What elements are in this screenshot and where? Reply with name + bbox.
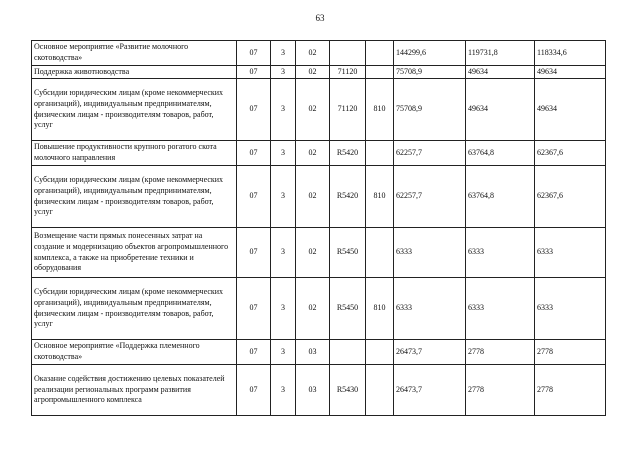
target-code xyxy=(330,340,366,365)
expense-type-code xyxy=(366,340,394,365)
amount-year-2: 2778 xyxy=(466,340,535,365)
amount-year-1: 6333 xyxy=(394,278,466,340)
section-code: 07 xyxy=(237,228,271,278)
amount-year-2: 49634 xyxy=(466,66,535,79)
amount-year-2: 2778 xyxy=(466,365,535,416)
section-code: 07 xyxy=(237,141,271,166)
section-code: 07 xyxy=(237,166,271,228)
amount-year-1: 6333 xyxy=(394,228,466,278)
program-code: 02 xyxy=(296,166,330,228)
expense-type-code xyxy=(366,141,394,166)
table-row xyxy=(32,141,606,166)
section-code: 07 xyxy=(237,278,271,340)
target-code: R5450 xyxy=(330,228,366,278)
amount-year-1: 144299,6 xyxy=(394,41,466,66)
row-name: Возмещение части прямых понесенных затрат на создание и модернизацию объектов агропромышленного комплекса, а также на приобретение техники и оборудования xyxy=(32,228,237,278)
amount-year-3: 49634 xyxy=(535,79,606,141)
target-code: R5420 xyxy=(330,166,366,228)
row-name: Основное мероприятие «Поддержка племенного скотоводства» xyxy=(32,340,237,365)
amount-year-1: 26473,7 xyxy=(394,365,466,416)
amount-year-2: 49634 xyxy=(466,79,535,141)
target-code: 71120 xyxy=(330,66,366,79)
table-row xyxy=(32,41,606,66)
program-code: 02 xyxy=(296,141,330,166)
section-code: 07 xyxy=(237,41,271,66)
program-code: 02 xyxy=(296,66,330,79)
amount-year-3: 6333 xyxy=(535,228,606,278)
amount-year-3: 2778 xyxy=(535,365,606,416)
amount-year-2: 119731,8 xyxy=(466,41,535,66)
row-name: Поддержка животноводства xyxy=(32,66,237,79)
target-code: R5430 xyxy=(330,365,366,416)
target-code: R5450 xyxy=(330,278,366,340)
amount-year-1: 75708,9 xyxy=(394,79,466,141)
subsection-code: 3 xyxy=(271,365,296,416)
amount-year-1: 62257,7 xyxy=(394,166,466,228)
table-row xyxy=(32,278,606,340)
amount-year-2: 63764,8 xyxy=(466,141,535,166)
amount-year-3: 2778 xyxy=(535,340,606,365)
target-code: 71120 xyxy=(330,79,366,141)
program-code: 02 xyxy=(296,228,330,278)
subsection-code: 3 xyxy=(271,79,296,141)
amount-year-1: 62257,7 xyxy=(394,141,466,166)
target-code: R5420 xyxy=(330,141,366,166)
section-code: 07 xyxy=(237,365,271,416)
program-code: 02 xyxy=(296,278,330,340)
budget-table xyxy=(31,40,606,416)
table-row xyxy=(32,365,606,416)
program-code: 03 xyxy=(296,365,330,416)
row-name: Основное мероприятие «Развитие молочного скотоводства» xyxy=(32,41,237,66)
table-row xyxy=(32,228,606,278)
section-code: 07 xyxy=(237,340,271,365)
expense-type-code xyxy=(366,365,394,416)
amount-year-3: 49634 xyxy=(535,66,606,79)
amount-year-2: 6333 xyxy=(466,278,535,340)
amount-year-1: 75708,9 xyxy=(394,66,466,79)
table-row xyxy=(32,66,606,79)
section-code: 07 xyxy=(237,79,271,141)
amount-year-3: 62367,6 xyxy=(535,141,606,166)
section-code: 07 xyxy=(237,66,271,79)
subsection-code: 3 xyxy=(271,66,296,79)
subsection-code: 3 xyxy=(271,141,296,166)
expense-type-code: 810 xyxy=(366,278,394,340)
program-code: 03 xyxy=(296,340,330,365)
program-code: 02 xyxy=(296,79,330,141)
row-name: Повышение продуктивности крупного рогатого скота молочного направления xyxy=(32,141,237,166)
subsection-code: 3 xyxy=(271,228,296,278)
expense-type-code xyxy=(366,41,394,66)
amount-year-1: 26473,7 xyxy=(394,340,466,365)
amount-year-3: 6333 xyxy=(535,278,606,340)
amount-year-2: 6333 xyxy=(466,228,535,278)
expense-type-code: 810 xyxy=(366,79,394,141)
amount-year-3: 62367,6 xyxy=(535,166,606,228)
page-number: 63 xyxy=(315,13,325,23)
row-name: Субсидии юридическим лицам (кроме некоммерческих организаций), индивидуальным предпринимателям, физическим лицам - производителям товаров, работ, услуг xyxy=(32,166,237,228)
table-row xyxy=(32,340,606,365)
subsection-code: 3 xyxy=(271,166,296,228)
expense-type-code xyxy=(366,228,394,278)
expense-type-code xyxy=(366,66,394,79)
table-row xyxy=(32,166,606,228)
subsection-code: 3 xyxy=(271,278,296,340)
row-name: Оказание содействия достижению целевых показателей реализации региональных программ развития агропромышленного комплекса xyxy=(32,365,237,416)
program-code: 02 xyxy=(296,41,330,66)
subsection-code: 3 xyxy=(271,41,296,66)
table-row xyxy=(32,79,606,141)
amount-year-2: 63764,8 xyxy=(466,166,535,228)
row-name: Субсидии юридическим лицам (кроме некоммерческих организаций), индивидуальным предпринимателям, физическим лицам - производителям товаров, работ, услуг xyxy=(32,278,237,340)
expense-type-code: 810 xyxy=(366,166,394,228)
amount-year-3: 118334,6 xyxy=(535,41,606,66)
target-code xyxy=(330,41,366,66)
subsection-code: 3 xyxy=(271,340,296,365)
row-name: Субсидии юридическим лицам (кроме некоммерческих организаций), индивидуальным предпринимателям, физическим лицам - производителям товаров, работ, услуг xyxy=(32,79,237,141)
